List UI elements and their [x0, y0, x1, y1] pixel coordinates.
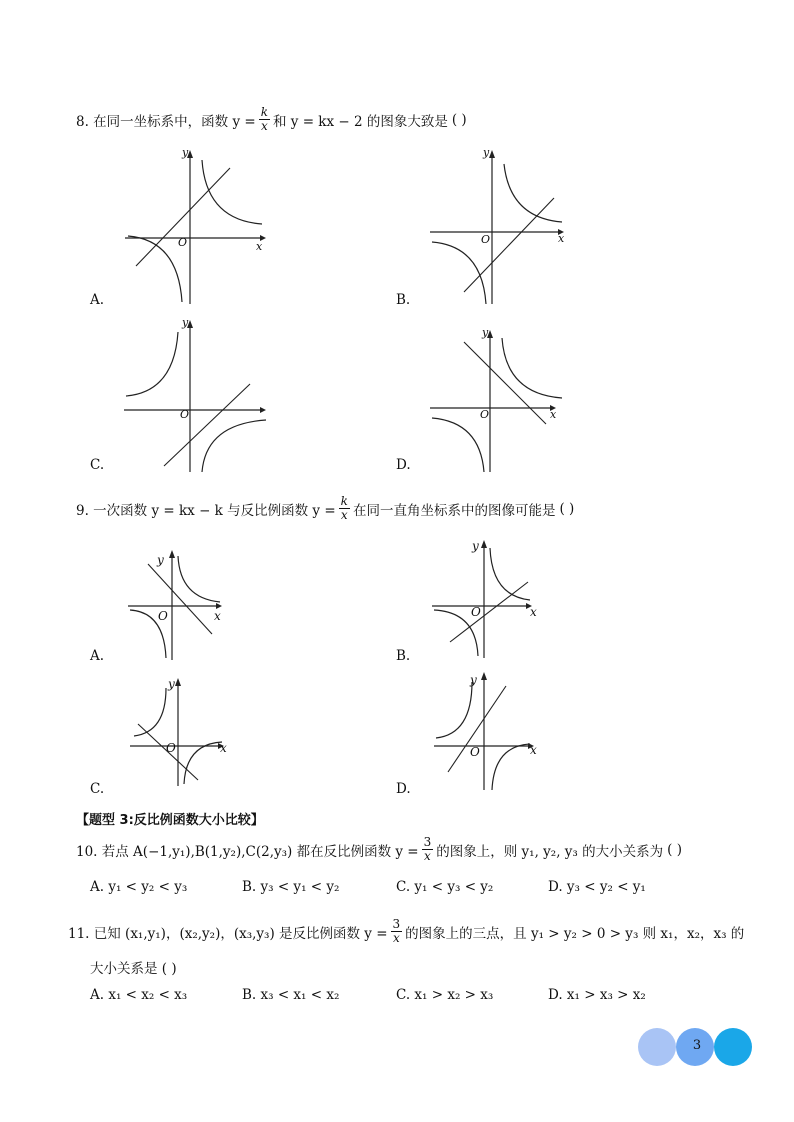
question-8 — [76, 106, 467, 133]
origin-label: O — [470, 745, 480, 759]
hyperbola-branch-q3 — [432, 418, 484, 472]
y-label: y — [470, 673, 477, 687]
q11-text-pre: 11. 已知 (x₁,y₁)，(x₂,y₂)，(x₃,y₃) 是反比例函数 y = — [68, 925, 388, 942]
q9-graph-b — [430, 538, 545, 660]
question-10 — [76, 836, 682, 863]
origin-label: O — [178, 236, 188, 249]
q10-text-mid: 的图象上，则 y₁, y₂, y₃ 的大小关系为 — [436, 843, 664, 860]
hyperbola-branch-q2 — [126, 332, 178, 396]
question-11 — [68, 918, 744, 945]
hyperbola-branch-q1 — [490, 548, 530, 600]
q11-choice-d: D. x₁ > x₃ > x₂ — [548, 987, 646, 1003]
q9-label-c: C. — [90, 781, 105, 797]
q11-choice-b: B. x₃ < x₁ < x₂ — [242, 987, 340, 1003]
q11-choice-a: A. x₁ < x₂ < x₃ — [90, 987, 188, 1003]
y-label: y — [182, 146, 189, 159]
hyperbola-branch-q2 — [436, 682, 472, 738]
y-label: y — [472, 539, 479, 553]
hyperbola-branch-q4 — [492, 744, 530, 790]
hyperbola-branch-q1 — [178, 556, 220, 602]
x-label: x — [530, 605, 537, 619]
q9-text-pre: 9. 一次函数 y = kx − k 与反比例函数 y = — [76, 502, 336, 519]
decor-dot-right — [714, 1028, 752, 1066]
q8-graph-a — [120, 146, 270, 306]
q8-graph-b — [426, 146, 576, 306]
origin-label: O — [180, 408, 190, 421]
q9-text-mid: 在同一直角坐标系中的图像可能是 — [352, 502, 556, 519]
q9-graph-d — [430, 670, 545, 792]
x-label: x — [530, 743, 537, 757]
origin-label: O — [166, 741, 176, 755]
q8-graph-d — [426, 326, 576, 474]
hyperbola-branch-q4 — [184, 742, 222, 784]
q9-graph-a — [126, 548, 236, 662]
x-label: x — [214, 609, 221, 623]
q8-denominator: x — [260, 119, 268, 133]
straight-line — [136, 168, 230, 266]
origin-label: O — [158, 609, 168, 623]
q11-denominator: x — [392, 931, 400, 945]
question-9 — [76, 495, 574, 522]
x-label: x — [550, 408, 557, 421]
straight-line — [148, 564, 212, 634]
q11-fraction — [391, 918, 403, 945]
hyperbola-branch-q2 — [134, 688, 166, 736]
q10-fraction — [422, 836, 434, 863]
q10-numerator: 3 — [423, 835, 432, 849]
q8-answer-paren: ( ) — [451, 111, 467, 128]
q8-label-c: C. — [90, 457, 105, 473]
y-label: y — [168, 677, 175, 691]
origin-label: O — [480, 408, 490, 421]
q10-choice-d: D. y₃ < y₂ < y₁ — [548, 879, 646, 895]
q11-line2: 大小关系是 ( ) — [90, 961, 177, 977]
x-label: x — [558, 232, 565, 245]
q9-graph-c — [126, 676, 236, 788]
q8-text-pre: 8. 在同一坐标系中，函数 y = — [76, 113, 256, 130]
q8-label-d: D. — [396, 457, 411, 473]
q9-label-b: B. — [396, 648, 411, 664]
q9-label-d: D. — [396, 781, 411, 797]
q9-label-a: A. — [90, 648, 105, 664]
q8-label-b: B. — [396, 292, 411, 308]
x-label: x — [256, 240, 263, 253]
straight-line — [450, 582, 528, 642]
q8-numerator: k — [260, 105, 268, 119]
straight-line — [138, 724, 198, 780]
q10-choice-c: C. y₁ < y₃ < y₂ — [396, 879, 494, 895]
q10-text-pre: 10. 若点 A(−1,y₁),B(1,y₂),C(2,y₃) 都在反比例函数 y = — [76, 843, 419, 860]
q10-choice-a: A. y₁ < y₂ < y₃ — [90, 879, 188, 895]
q11-numerator: 3 — [392, 917, 401, 931]
q11-choice-c: C. x₁ > x₂ > x₃ — [396, 987, 494, 1003]
hyperbola-branch-q1 — [504, 164, 562, 222]
q9-answer-paren: ( ) — [559, 500, 575, 517]
hyperbola-branch-q3 — [432, 242, 486, 304]
hyperbola-branch-q1 — [202, 160, 262, 224]
y-label: y — [482, 326, 489, 339]
q9-numerator: k — [340, 494, 348, 508]
origin-label: O — [481, 233, 491, 246]
q8-fraction — [259, 106, 270, 133]
origin-label: O — [471, 605, 481, 619]
q10-choice-b: B. y₃ < y₁ < y₂ — [242, 879, 340, 895]
q8-graph-c — [120, 316, 275, 474]
q11-text-mid: 的图象上的三点，且 y₁ > y₂ > 0 > y₃ 则 x₁，x₂，x₃ 的 — [405, 925, 745, 942]
decor-dot-left — [638, 1028, 676, 1066]
q8-text-mid: 和 y = kx − 2 的图象大致是 — [272, 113, 448, 130]
section-heading: 【题型 3:反比例函数大小比较】 — [76, 813, 264, 828]
q9-denominator: x — [340, 508, 348, 522]
q10-answer-paren: ( ) — [667, 841, 682, 858]
y-label: y — [483, 146, 490, 159]
x-label: x — [220, 741, 227, 755]
y-label: y — [157, 553, 164, 567]
q8-label-a: A. — [90, 292, 105, 308]
straight-line — [464, 198, 554, 292]
q10-denominator: x — [424, 849, 431, 863]
y-label: y — [182, 316, 189, 329]
hyperbola-branch-q4 — [202, 420, 266, 472]
page-number: 3 — [692, 1038, 702, 1053]
q9-fraction — [339, 495, 350, 522]
page-number-badge — [638, 1028, 753, 1068]
